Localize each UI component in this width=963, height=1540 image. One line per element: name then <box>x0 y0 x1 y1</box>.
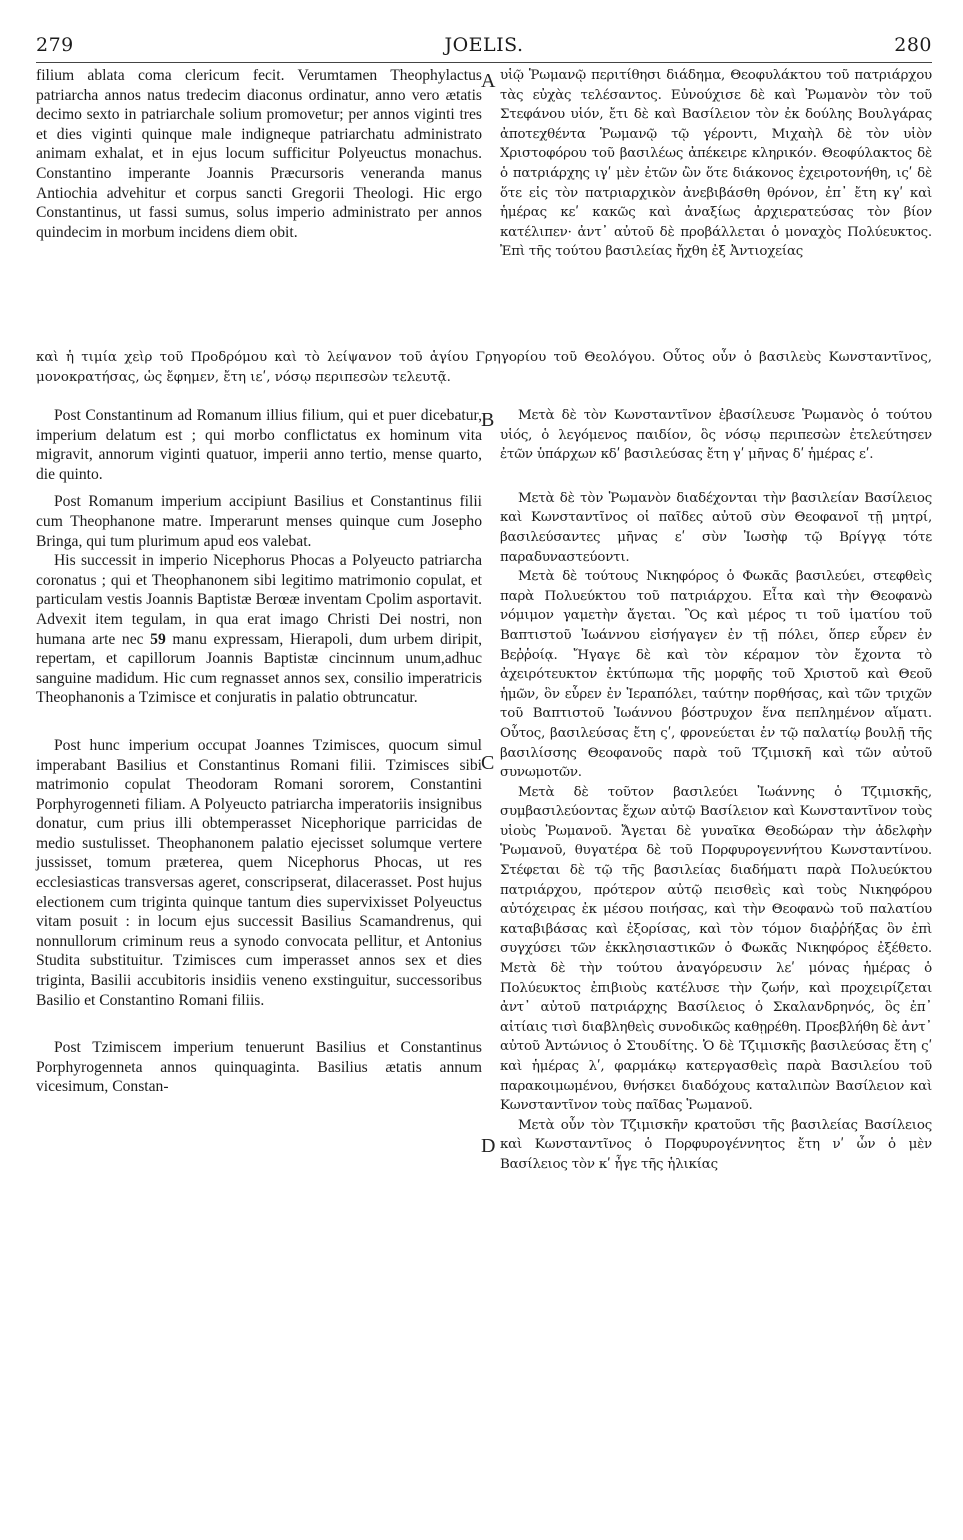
latin-paragraph-4 <box>36 551 482 708</box>
latin-column-mid <box>36 406 482 1097</box>
margin-marker-b: B <box>481 409 495 431</box>
marginal-number-59: 59 <box>150 630 166 648</box>
latin-paragraph-6: Post Tzimiscem imperium tenuerunt Basilius et Constantinus Porphyrogenneta annos quinquaginta. Basilius ætatis annum vicesimum, Constan- <box>36 1039 482 1096</box>
page-title: JOELIS. <box>444 34 524 56</box>
greek-column-mid <box>500 406 932 1175</box>
latin-paragraph-1: filium ablata coma clericum fecit. Verumtamen Theophylactus patriarcha annos natus tredecim diaconus ordinatur, anno vero ætatis decimo sexto in patriarchale solium promovetur; per annos viginti tres et dies viginti quinque male indigneque patriarchatu administrato animam exhalat, et in ejus locum sufficitur Polyeuctus monachus. Constantino imperante Joannis Præcursoris veneranda manus Antiochia advehitur et corpus sancti Gregorii Theologi. Hic ergo Constantinus, ut fassi sumus, solus imperio administrato per annos quindecim in morbum incidens diem obit. <box>36 67 482 241</box>
greek-paragraph-5: Μετὰ δὲ τοῦτον βασιλεύει Ἰωάννης ὁ Τζιμισκῆς, συμβασιλεύοντας ἔχων αὐτῷ Βασίλειον καὶ Κωνσταντῖνον τοὺς υἱοὺς Ῥωμανοῦ. Ἄγεται δὲ γυναῖκα Θεοδώραν τὴν ἀδελφὴν Ῥωμανοῦ, θυγατέρα δὲ τοῦ Πορφυρογεννήτου Κωνσταντίνου. Στέφεται δὲ τῷ τῆς βασιλείας διαδήματι παρὰ Πολυεύκτου πατριάρχου, πρότερον αὐτῷ πεισθεὶς καὶ τοὺς Νικηφόρου αὐτόχειρας ἐκ μέσου ποιήσας, καὶ τὴν Θεοφανὼ τοῦ παλατίου καταβιβάσας καὶ ἐξορίσας, καὶ τὸν τόμον διαῤῥήξας ὃν ἐπὶ συγχύσει τῶν ἐκκλησιαστικῶν ὁ Φωκᾶς Νικηφόρος ἐξέθετο. Μετὰ δὲ τὴν τούτου ἀναγόρευσιν λεʹ μόνας ἡμέρας ὁ Πολύευκτος ἐπιβιοὺς κατέλυσε τὴν ζωήν, καὶ προχειρίζεται ἀντ᾽ αὐτοῦ πατριάρχης Βασίλειος ὁ Σκαλανδρηνός, ὃς ἐπ᾽ αἰτίαις τισὶ διαβληθεὶς συνοδικῶς καθῃρέθη. Προεβλήθη δὲ ἀντ᾽ αὐτοῦ Ἀντώνιος ὁ Στουδίτης. Ὁ δὲ Τζιμισκῆς βασιλεύσας ἔτη ςʹ καὶ ἡμέρας λʹ, φαρμάκῳ κατεργασθεὶς παρὰ Βασιλείου τοῦ παρακοιμωμένου, θνήσκει διαδόχους καταλιπὼν Βασίλειον καὶ Κωνσταντῖνον τοὺς παῖδας Ῥωμανοῦ. <box>500 784 932 1114</box>
spanning-greek-text: καὶ ἡ τιμία χεὶρ τοῦ Προδρόμου καὶ τὸ λείψανον τοῦ ἁγίου Γρηγορίου τοῦ Θεολόγου. Οὗτος οὖν ὁ βασιλεὺς Κωνσταντῖνος, μονοκρατήσας, ὡς ἔφημεν, ἔτη ιεʹ, νόσῳ περιπεσὼν τελευτᾷ. <box>36 350 932 385</box>
latin-column-top <box>36 66 482 242</box>
right-page-number: 280 <box>894 34 932 56</box>
latin-paragraph-4a: His successit in imperio Nicephorus Phocas a Polyeucto patriarcha coronatus ; qui et Theophanonem sibi legitimo matrimonio copulat, et particulam vestis Joannis Baptistæ Berœæ inventam Cpolim asportavit. Advexit item tegulam, in qua erat imago Christi Dei nostri, non humana arte nec <box>36 552 482 648</box>
greek-paragraph-3: Μετὰ δὲ τὸν Ῥωμανὸν διαδέχονται τὴν βασιλείαν Βασίλειος καὶ Κωνσταντῖνος οἱ παῖδες αὐτοῦ σὺν Θεοφανοῖ τῇ μητρί, βασιλεύσαντες μῆνας εʹ σὺν Ἰωσὴφ τῷ Βρίγγᾳ τότε παραδυναστεύοντι. <box>500 490 932 565</box>
header-rule <box>36 62 932 63</box>
greek-paragraph-4: Μετὰ δὲ τούτους Νικηφόρος ὁ Φωκᾶς βασιλεύει, στεφθεὶς παρὰ Πολυεύκτου τοῦ πατριάρχου. Εἶτα καὶ τὴν Θεοφανὼ νόμιμον γαμετὴν ἄγεται. Ὃς καὶ μέρος τι τοῦ ἱματίου τοῦ Βαπτιστοῦ Ἰωάννου εἰσήγαγεν ἐν τῇ πόλει, ὅπερ εὗρεν ἐν Βεῤῥοίᾳ. Ἤγαγε δὲ καὶ τὸν κέραμον τὸν ἔχοντα τὸ ἀχειρότευκτον ἐκτύπωμα τῆς μορφῆς τοῦ Χριστοῦ καὶ Θεοῦ ἡμῶν, ὃν εὗρεν ἐν Ἱεραπόλει, ταύτην πορθήσας, καὶ τῶν τριχῶν τοῦ Βαπτιστοῦ Ἰωάννου βόστρυχον ἕνα πεπλημένον αἵματι. Οὗτος, βασιλεύσας ἔτη ςʹ, φρονεύεται ἐν τῷ παλατίῳ βουλῇ τῆς βασιλίσσης Θεοφανοῦς παρὰ τοῦ Τζιμισκῆ καὶ τῶν αὐτοῦ συνωμοτῶν. <box>500 569 932 781</box>
left-page-number: 279 <box>36 34 74 56</box>
latin-paragraph-4b: manu expressam, Hierapoli, dum urbem diripit, repertam, et capillorum Joannis Baptistæ cincinnum unum,adhuc sanguine madidum. Hic cum regnasset annos sex, consilio imperatricis Theophanonis a Tzimisce et conjuratis in palatio obtruncatur. <box>36 630 482 707</box>
greek-column-top <box>500 66 932 262</box>
margin-marker-d: D <box>481 1135 496 1157</box>
margin-marker-c: C <box>481 752 495 774</box>
greek-paragraph-2: Μετὰ δὲ τὸν Κωνσταντῖνον ἐβασίλευσε Ῥωμανὸς ὁ τούτου υἱός, ὁ λεγόμενος παιδίον, ὃς νόσῳ περιπεσὼν ἐτελεύτησεν ἐτῶν ὑπάρχων κδʹ βασιλεύσας ἔτη γʹ μῆνας δʹ ἡμέρας εʹ. <box>500 408 932 463</box>
latin-paragraph-5: Post hunc imperium occupat Joannes Tzimisces, quocum simul imperabant Basilius et Constantinus Romani filii. Tzimisces sibi matrimonio copulat Theodoram Romani sororem, Constantini Porphyrogenneti filiam. A Polyeucto patriarcha imperatoriis insignibus donatur, cum prius illi obtemperasset Nicephorique parricidas de medio sustulisset. Theophanonem palatio ejecisset solumque vertere jussisset, tomum præterea, quem Nicephorus Phocas, ut res ecclesiasticas transversas ageret, conscripserat, dilacerasset. Post hujus electionem cum triginta quinque tantum dies supervixisset Polyeuctus vitam posuit : in locum ejus successit Basilius Scamandrenus, qui nonnullorum criminum reus a synodo convocata pellitur, et Antonius Studita substituitur. Tzimisces cum imperasset annos sex et dies triginta, Basilii accubitoris insidiis veneno exstinguitur, successoribus Basilio et Constantino Romani filiis. <box>36 736 482 1009</box>
running-header <box>36 34 932 64</box>
greek-paragraph-6: Μετὰ οὖν τὸν Τζιμισκῆν κρατοῦσι τῆς βασιλείας Βασίλειος καὶ Κωνσταντῖνος ὁ Πορφυρογέννητος ἔτη νʹ ὧν ὁ μὲν Βασίλειος τὸν κʹ ἦγε τῆς ἡλικίας <box>500 1117 932 1172</box>
spanning-greek-line <box>36 348 932 387</box>
greek-paragraph-1: υἱῷ Ῥωμανῷ περιτίθησι διάδημα, Θεοφυλάκτου τοῦ πατριάρχου τὰς εὐχὰς τελέσαντος. Εὐνούχισε δὲ καὶ Ῥωμανὸν τὸν τοῦ Στεφάνου υἱόν, ἔτι δὲ καὶ Βασίλειον τὸν ἐκ δούλης Βουλγάρας ἀποτεχθέντα Ῥωμανῷ τῷ γέροντι, Μιχαὴλ δὲ τὸν υἱὸν Χριστοφόρου τοῦ βασιλέως ἀπέκειρε κληρικόν. Θεοφύλακτος δὲ ὁ πατριάρχης ιγʹ μὲν ἐτῶν ὢν ὅτε διάκονος ἐχειροτονήθη, ιςʹ δὲ ὅτε εἰς τὸν πατριαρχικὸν ἀνεβιβάσθη θρόνον, ἐπ᾽ ἔτη κγʹ καὶ ἡμέρας κεʹ κακῶς καὶ ἀναξίως ἀρχιερατεύσας τὸν βίον κατέλιπεν· ἀντ᾽ αὐτοῦ δὲ προβάλλεται ὁ μοναχὸς Πολύευκτος. Ἐπὶ τῆς τούτου βασιλείας ἤχθη ἐξ Ἀντιοχείας <box>500 68 932 260</box>
margin-marker-a: A <box>481 70 496 92</box>
latin-paragraph-2: Post Constantinum ad Romanum illius filium, qui et puer dicebatur, imperium delatum est ; qui morbo conflictatus ex hominum vita migravit, annorum viginti quatuor, imperii anno tertio, mense quarto, die quinto. <box>36 407 482 483</box>
latin-paragraph-3: Post Romanum imperium accipiunt Basilius et Constantinus filii cum Theophanone matre. Imperarunt menses quinque cum Josepho Bringa, qui tum plurimum apud eos valebat. <box>36 493 482 550</box>
